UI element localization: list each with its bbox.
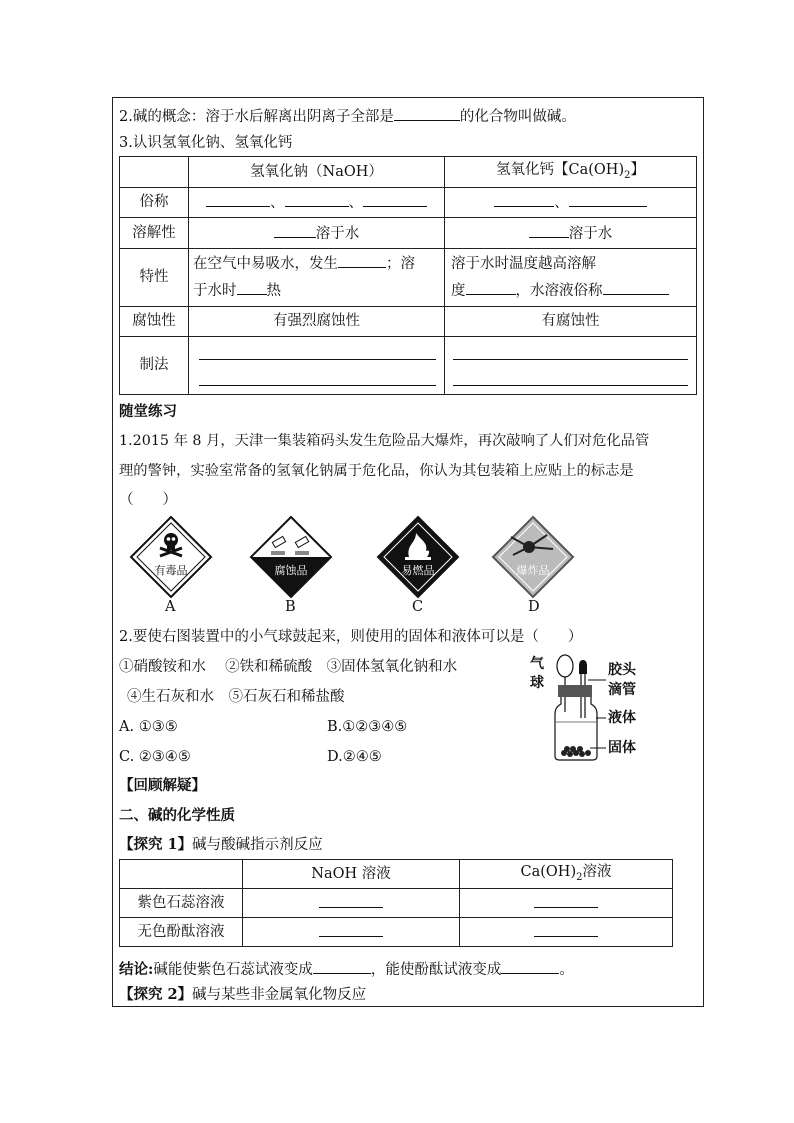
base-concept-line [119,106,576,125]
section-two-heading: 二、碱的化学性质 [119,807,235,824]
row-label-corrosive: 腐蚀性 [120,307,189,337]
sign-letter-c: C [412,599,424,615]
answer-blank[interactable] [274,223,316,238]
toxic-sign-icon[interactable] [131,517,211,597]
choice-d[interactable]: D.②④⑤ [327,749,382,765]
naoh-property-cell: 在空气中易吸水，发生 ；溶 于水时 热 [189,249,445,307]
row-label-preparation: 制法 [120,337,189,395]
q1-line1: 1.2015 年 8 月，天津一集装箱码头发生危险品大爆炸，再次敲响了人们对危化品管 [119,433,650,449]
choice-c[interactable]: C. ②③④⑤ [119,749,191,765]
balloon-apparatus-diagram [522,652,672,764]
sign-label: 有毒品 [154,564,188,577]
caoh-solubility-cell: 溶于水 [445,218,697,249]
explore1-line: 【探究 1】碱与酸碱指示剂反应 [119,836,323,853]
explosive-sign-icon[interactable] [493,517,573,597]
answer-blank[interactable] [313,959,371,974]
choice-b[interactable]: B.①②③④⑤ [327,719,408,735]
balloon-label-1: 气 [530,656,544,672]
answer-blank[interactable] [494,192,554,207]
header-caoh-solution: $Ca(OH)_2$溶液 [460,860,673,889]
flammable-sign-icon[interactable] [378,517,458,597]
answer-blank[interactable] [529,223,569,238]
concept-text-a: 2.碱的概念：溶于水后解离出阴离子全部是 [119,109,394,125]
liquid-label: 液体 [608,710,636,726]
row-label-property: 特性 [120,249,189,307]
answer-blank[interactable] [319,893,383,908]
answer-blank[interactable] [338,253,386,268]
answer-blank[interactable] [285,192,349,207]
balloon-label-2: 球 [530,675,544,691]
practice-heading: 随堂练习 [119,403,177,420]
answer-blank[interactable] [363,192,427,207]
q2-options-line1: ①硝酸铵和水 ②铁和稀硫酸 ③固体氢氧化钠和水 [119,659,458,675]
dropper-label-1: 胶头 [608,662,636,678]
answer-line[interactable] [199,359,436,360]
sign-letter-b: B [285,599,296,615]
header-caoh: 氢氧化钙【$Ca(OH)_2$】 [445,157,697,188]
solid-label: 固体 [608,740,636,756]
q2-options-line2: ④生石灰和水 ⑤石灰石和稀盐酸 [127,689,345,705]
answer-blank[interactable] [206,192,270,207]
phenol-caoh-cell [460,918,673,947]
answer-blank[interactable] [237,280,267,295]
row-label-common-name: 俗称 [120,188,189,218]
litmus-caoh-cell [460,889,673,918]
indicator-table [119,859,673,947]
answer-line[interactable] [453,359,688,360]
sign-label: 腐蚀品 [274,564,308,577]
dropper-label-2: 滴管 [608,682,636,698]
caoh-preparation-cell [445,337,697,395]
answer-blank[interactable] [319,922,383,937]
caoh-property-cell: 溶于水时温度越高溶解 度 ，水溶液俗称 [445,249,697,307]
naoh-corrosive-cell: 有强烈腐蚀性 [189,307,445,337]
explore2-line: 【探究 2】碱与某些非金属氧化物反应 [119,986,367,1003]
answer-blank[interactable] [569,192,647,207]
caoh-corrosive-cell: 有腐蚀性 [445,307,697,337]
header-naoh: 氢氧化钠（NaOH） [189,157,445,188]
table-corner [120,860,243,889]
phenol-naoh-cell [243,918,460,947]
q2-stem: 2.要使右图装置中的小气球鼓起来，则使用的固体和液体可以是（ ） [119,629,583,645]
table-corner [120,157,189,188]
choice-a[interactable]: A. ①③⑤ [119,719,178,735]
q1-line3: （ ） [119,492,177,508]
sign-letter-a: A [165,599,176,615]
know-line: 3.认识氢氧化钠、氢氧化钙 [119,135,293,151]
answer-line[interactable] [453,385,688,386]
header-naoh-solution: NaOH 溶液 [243,860,460,889]
litmus-naoh-cell [243,889,460,918]
conclusion-line: 结论:碱能使紫色石蕊试液变成 ，能使酚酞试液变成 。 [119,961,574,978]
caoh-common-name-cell: 、 [445,188,697,218]
review-heading: 【回顾解疑】 [119,777,206,794]
naoh-common-name-cell: 、 、 [189,188,445,218]
balloon-bottle-icon [555,655,606,760]
sign-label: 易燃品 [401,564,435,577]
corrosive-sign-icon[interactable] [251,517,331,597]
concept-text-b: 的化合物叫做碱。 [459,109,576,125]
naoh-preparation-cell [189,337,445,395]
naoh-caoh-table [119,156,697,395]
row-label-phenolphthalein: 无色酚酞溶液 [120,918,243,947]
row-label-solubility: 溶解性 [120,218,189,249]
answer-blank[interactable] [534,922,598,937]
answer-line[interactable] [199,385,436,386]
answer-blank[interactable] [466,280,516,295]
sign-label: 爆炸品 [516,564,550,577]
answer-blank[interactable] [603,280,669,295]
answer-blank[interactable] [534,893,598,908]
naoh-solubility-cell: 溶于水 [189,218,445,249]
row-label-litmus: 紫色石蕊溶液 [120,889,243,918]
answer-blank[interactable] [394,106,460,121]
answer-blank[interactable] [501,959,559,974]
sign-letter-d: D [528,599,540,615]
q1-line2: 理的警钟，实验室常备的氢氧化钠属于危化品，你认为其包装箱上应贴上的标志是 [119,463,634,479]
